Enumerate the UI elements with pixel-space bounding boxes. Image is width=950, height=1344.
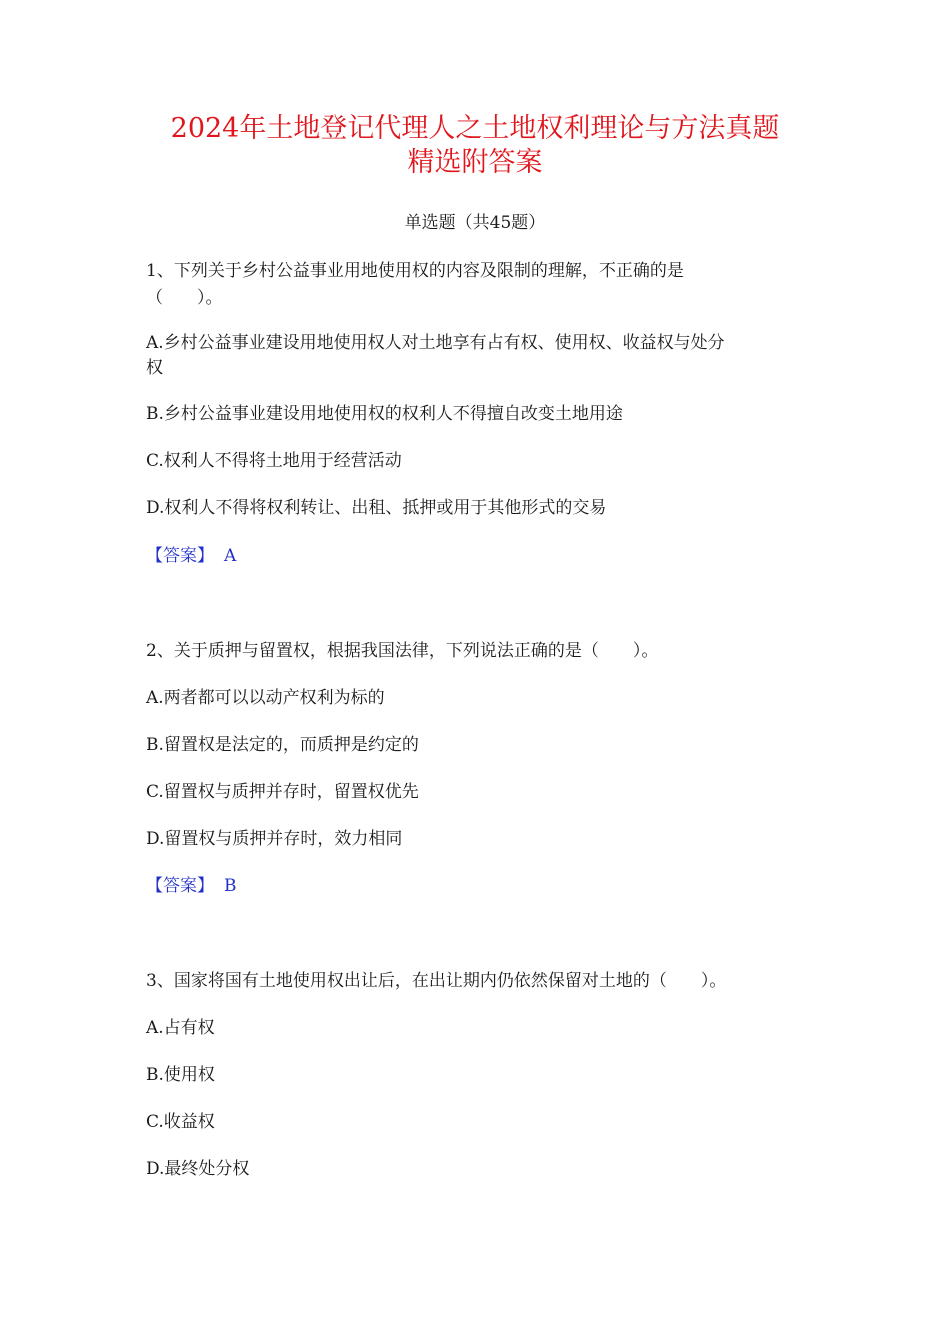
question-1-option-d: D.权利人不得将权利转让、出租、抵押或用于其他形式的交易 [146, 498, 607, 518]
question-3-option-c: C.收益权 [146, 1112, 215, 1132]
question-2-option-a: A.两者都可以以动产权利为标的 [146, 688, 385, 708]
question-1-option-a-line2: 权 [146, 358, 163, 378]
question-2-option-c: C.留置权与质押并存时，留置权优先 [146, 782, 419, 802]
question-1-option-a-line1: A.乡村公益事业建设用地使用权人对土地享有占有权、使用权、收益权与处分 [146, 333, 725, 353]
question-3-option-d: D.最终处分权 [146, 1159, 250, 1179]
question-1-option-c: C.权利人不得将土地用于经营活动 [146, 451, 402, 471]
section-heading: 单选题（共45题） [404, 213, 546, 233]
question-2-option-b: B.留置权是法定的，而质押是约定的 [146, 735, 419, 755]
question-1-stem-line1: 1、下列关于乡村公益事业用地使用权的内容及限制的理解，不正确的是 [146, 261, 684, 281]
answer-value: A [224, 546, 237, 566]
question-1-option-b: B.乡村公益事业建设用地使用权的权利人不得擅自改变土地用途 [146, 404, 623, 424]
question-1-answer [146, 543, 236, 569]
document-title-line2: 精选附答案 [407, 147, 543, 178]
answer-label: 【答案】 [146, 546, 214, 566]
question-3-stem: 3、国家将国有土地使用权出让后，在出让期内仍依然保留对土地的（ ）。 [146, 971, 727, 991]
question-3-option-b: B.使用权 [146, 1065, 215, 1085]
answer-value: B [224, 876, 237, 896]
document-title-line1: 2024年土地登记代理人之土地权利理论与方法真题 [170, 113, 780, 144]
question-3-option-a: A.占有权 [146, 1018, 215, 1038]
question-2-answer [146, 873, 237, 899]
answer-label: 【答案】 [146, 876, 214, 896]
question-2-option-d: D.留置权与质押并存时，效力相同 [146, 829, 403, 849]
question-2-stem: 2、关于质押与留置权，根据我国法律，下列说法正确的是（ ）。 [146, 641, 659, 661]
question-1-stem-line2: （ ）。 [146, 288, 223, 308]
